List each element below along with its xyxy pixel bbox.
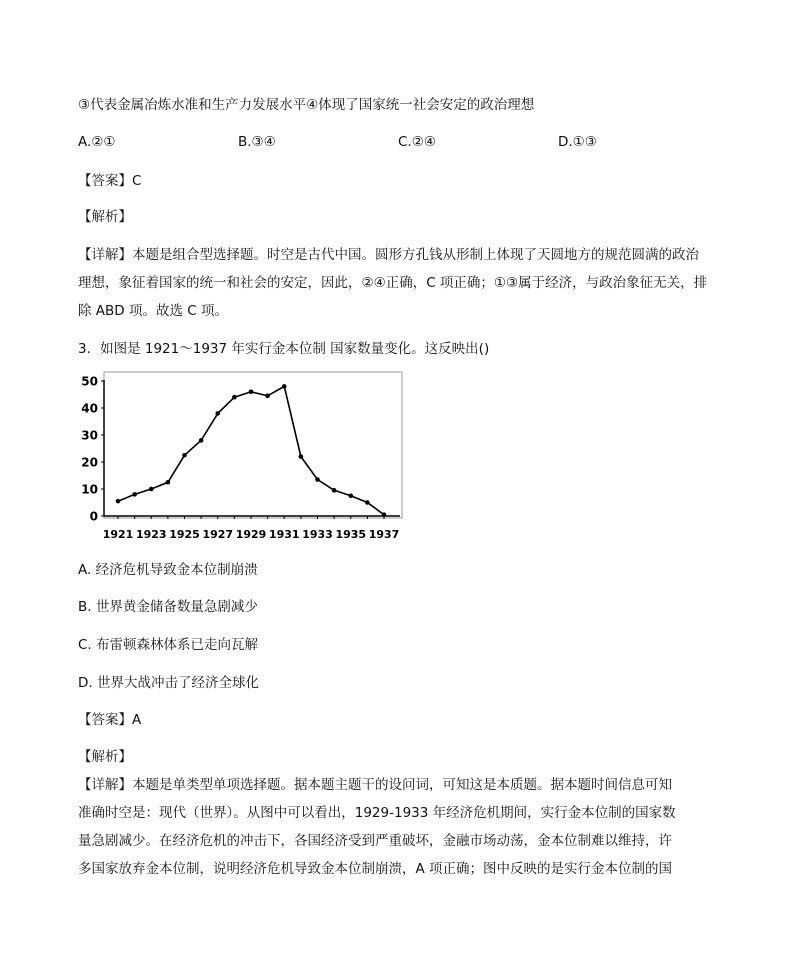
data-point [265, 394, 270, 399]
q3-answer: 【答案】A [78, 712, 142, 728]
data-point [348, 493, 353, 498]
q3-question: 3．如图是 1921～1937 年实行金本位制 国家数量变化。这反映出() [78, 341, 490, 357]
data-point [382, 512, 387, 517]
q3-option-c: C. 布雷顿森林体系已走向瓦解 [78, 637, 259, 653]
q2-option-d: D.①③ [558, 134, 597, 150]
chart-frame [104, 372, 402, 518]
x-tick-label: 1933 [302, 528, 333, 541]
data-point [315, 477, 320, 482]
x-tick-label: 1925 [169, 528, 200, 541]
y-tick-label: 30 [81, 428, 98, 443]
y-tick-label: 50 [81, 374, 98, 389]
q3-option-b: B. 世界黄金储备数量急剧减少 [78, 599, 258, 615]
data-point [299, 454, 304, 459]
q2-option-c: C.②④ [398, 134, 436, 150]
q3-analysis-heading: 【解析】 [78, 749, 132, 765]
y-tick-label: 20 [81, 455, 98, 470]
data-point [215, 411, 220, 416]
q2-option-a: A.②① [78, 134, 116, 150]
data-point [365, 500, 370, 505]
data-point [166, 480, 171, 485]
data-point [199, 438, 204, 443]
data-point [116, 499, 121, 504]
x-tick-label: 1927 [202, 528, 234, 541]
x-tick-label: 1931 [268, 528, 300, 541]
q2-detail-line-2: 理想，象征着国家的统一和社会的安定，因此，②④正确，C 项正确；①③属于经济，与政治象征无关，排 [78, 275, 708, 291]
x-tick-label: 1935 [335, 528, 367, 541]
q2-detail-line-3: 除 ABD 项。故选 C 项。 [78, 303, 228, 319]
data-point [132, 492, 137, 497]
data-point [232, 395, 237, 400]
q3-option-a: A. 经济危机导致金本位制崩溃 [78, 562, 258, 578]
q2-option-b: B.③④ [238, 134, 276, 150]
y-tick-label: 0 [89, 509, 98, 524]
data-point [249, 390, 254, 395]
q3-detail-line-4: 多国家放弃金本位制，说明经济危机导致金本位制崩溃，A 项正确；图中反映的是实行金本位制的国 [78, 861, 673, 877]
data-point [149, 487, 154, 492]
x-tick-label: 1921 [102, 528, 134, 541]
data-point [182, 453, 187, 458]
x-tick-label: 1923 [135, 528, 167, 541]
q3-detail-line-1: 【详解】本题是单类型单项选择题。据本题主题干的设问词，可知这是本质题。据本题时间信息可知 [78, 777, 672, 793]
y-tick-label: 10 [81, 482, 98, 497]
q3-detail-line-3: 量急剧减少。在经济危机的冲击下，各国经济受到严重破坏，金融市场动荡，金本位制难以维持，许 [78, 833, 672, 849]
q3-option-d: D. 世界大战冲击了经济全球化 [78, 675, 259, 691]
data-point [282, 384, 287, 389]
y-tick-label: 40 [81, 401, 98, 416]
data-point [332, 488, 337, 493]
q3-detail-line-2: 准确时空是：现代（世界）。从图中可以看出，1929-1933 年经济危机期间，实行金本位制的国家数 [78, 805, 676, 821]
x-tick-label: 1937 [368, 528, 400, 541]
q2-analysis-heading: 【解析】 [78, 209, 132, 225]
q2-answer: 【答案】C [78, 173, 142, 189]
q2-detail-line-1: 【详解】本题是组合型选择题。时空是古代中国。圆形方孔钱从形制上体现了天圆地方的规范圆满的政治 [78, 247, 699, 263]
q2-stem-line: ③代表金属冶炼水准和生产力发展水平④体现了国家统一社会安定的政治理想 [78, 97, 535, 113]
x-tick-label: 1929 [235, 528, 267, 541]
gold-standard-chart [76, 368, 404, 546]
